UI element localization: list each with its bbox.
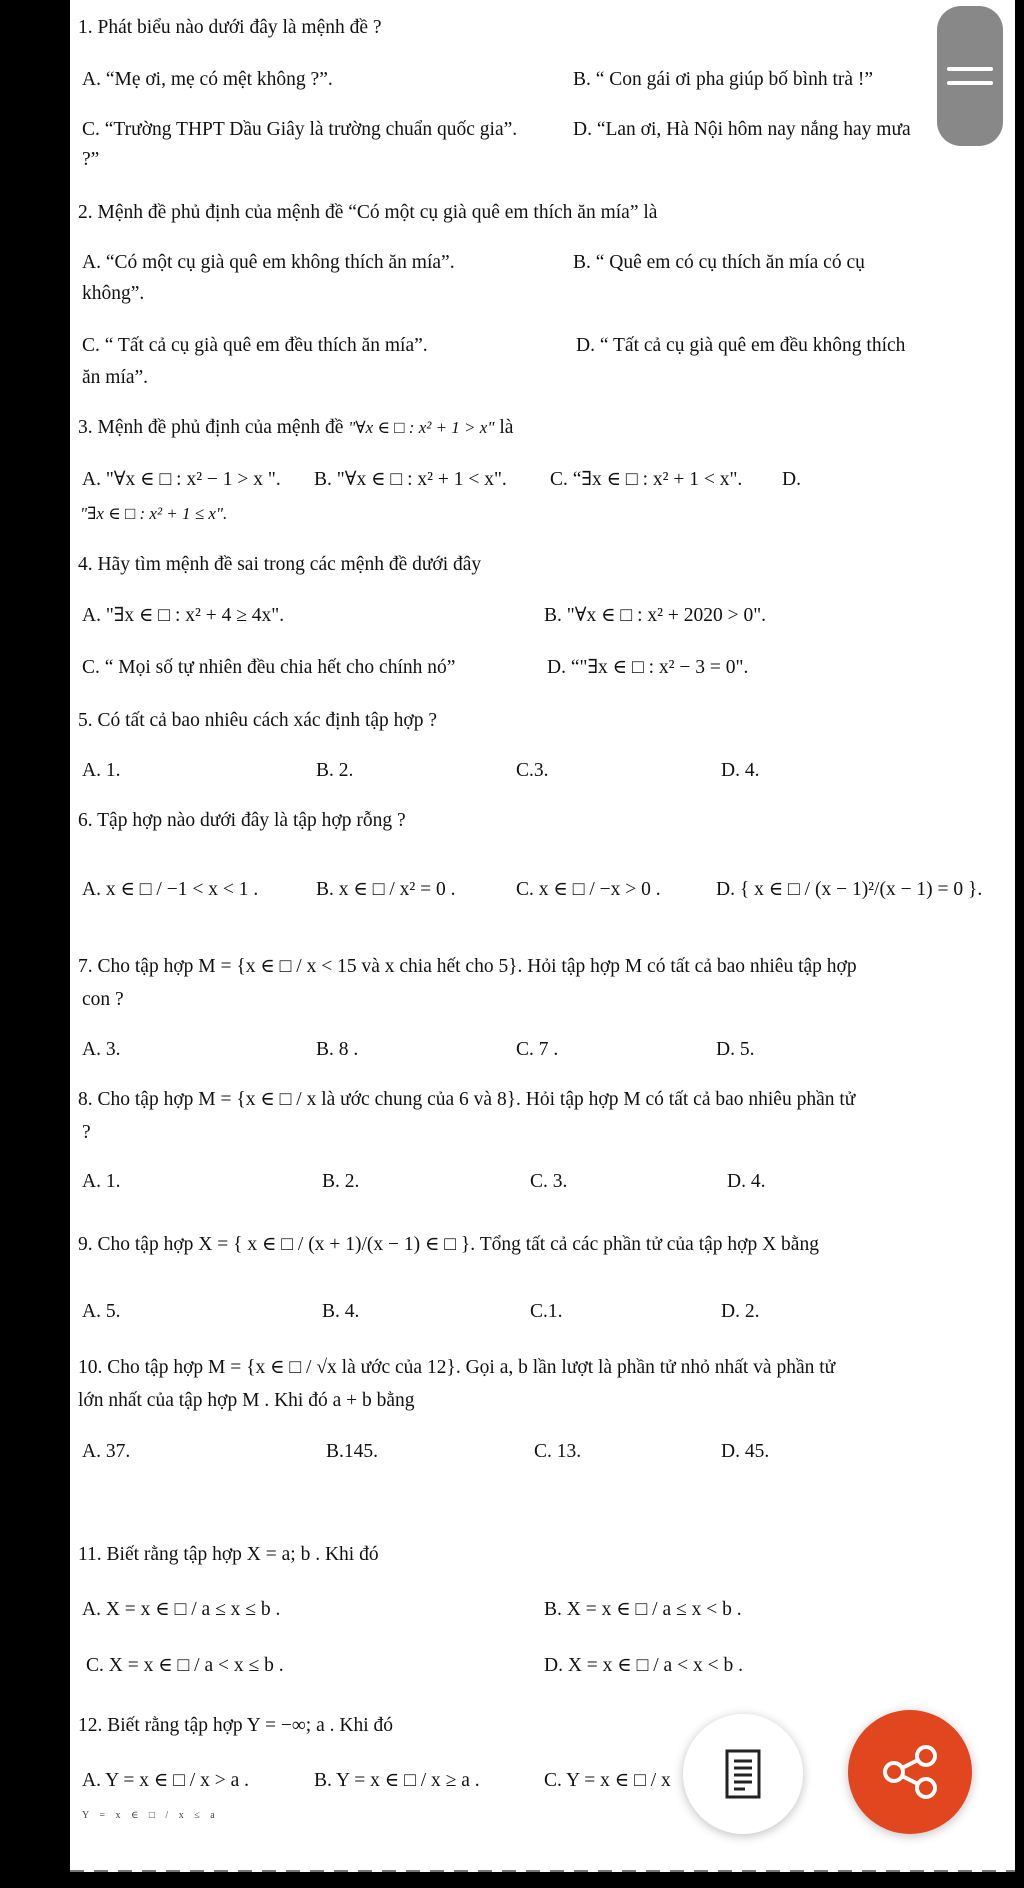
q7-stem-cont: con ? xyxy=(82,989,124,1010)
q9-option-b: B. 4. xyxy=(322,1301,360,1322)
q11-stem: 11. Biết rằng tập hợp X = a; b . Khi đó xyxy=(78,1544,379,1565)
q9-option-d: D. 2. xyxy=(721,1301,760,1322)
q5-option-b: B. 2. xyxy=(316,760,354,781)
q6-option-c: C. x ∈ □ / −x > 0 . xyxy=(516,879,661,900)
q5-option-a: A. 1. xyxy=(82,760,121,781)
q11-option-a: A. X = x ∈ □ / a ≤ x ≤ b . xyxy=(82,1599,281,1620)
q11-option-d: D. X = x ∈ □ / a < x < b . xyxy=(544,1655,743,1676)
q10-stem: 10. Cho tập hợp M = {x ∈ □ / √x là ước của 12}. Gọi a, b lần lượt là phần tử nhỏ nhất và phần tử xyxy=(78,1357,836,1378)
q2-option-d: D. “ Tất cả cụ già quê em đều không thích xyxy=(576,335,906,356)
q3-stem xyxy=(78,416,513,440)
q7-option-b: B. 8 . xyxy=(316,1039,359,1060)
q3-option-d-cont: "∃x ∈ □ : x² + 1 ≤ x". xyxy=(80,504,228,523)
q12-stem: 12. Biết rằng tập hợp Y = −∞; a . Khi đó xyxy=(78,1715,394,1736)
q12-option-d: Y = x ∈ □ / x ≤ a xyxy=(82,1810,219,1821)
q12-option-c: C. Y = x ∈ □ / x xyxy=(544,1770,671,1791)
q3-option-b: B. "∀x ∈ □ : x² + 1 < x". xyxy=(314,469,507,490)
q2-option-a: A. “Có một cụ già quê em không thích ăn mía”. xyxy=(82,252,455,273)
q4-option-c: C. “ Mọi số tự nhiên đều chia hết cho chính nó” xyxy=(82,657,456,678)
q3-option-d: D. xyxy=(782,469,801,490)
q2-option-b: B. “ Quê em có cụ thích ăn mía có cụ xyxy=(573,252,865,273)
scroll-handle-icon[interactable] xyxy=(937,6,1003,146)
q10-option-a: A. 37. xyxy=(82,1441,131,1462)
document-list-icon xyxy=(725,1749,761,1799)
q10-option-d: D. 45. xyxy=(721,1441,770,1462)
share-button[interactable] xyxy=(848,1710,972,1834)
q4-option-a: A. "∃x ∈ □ : x² + 4 ≥ 4x". xyxy=(82,605,285,626)
q9-option-a: A. 5. xyxy=(82,1301,121,1322)
q8-stem-cont: ? xyxy=(82,1122,91,1143)
q8-option-d: D. 4. xyxy=(727,1171,766,1192)
q5-option-d: D. 4. xyxy=(721,760,760,781)
q3-stem-text: 3. Mệnh đề phủ định của mệnh đề xyxy=(78,417,344,438)
q4-option-d: D. “"∃x ∈ □ : x² − 3 = 0". xyxy=(547,657,749,678)
q1-option-a: A. “Mẹ ơi, mẹ có mệt không ?”. xyxy=(82,69,333,90)
q8-option-a: A. 1. xyxy=(82,1171,121,1192)
next-line-cutoff xyxy=(70,1868,1015,1872)
q5-stem: 5. Có tất cả bao nhiêu cách xác định tập hợp ? xyxy=(78,710,438,731)
q10-option-c: C. 13. xyxy=(534,1441,582,1462)
q8-option-b: B. 2. xyxy=(322,1171,360,1192)
q9-option-c: C.1. xyxy=(530,1301,563,1322)
q10-stem-cont: lớn nhất của tập hợp M . Khi đó a + b bằng xyxy=(78,1390,415,1411)
q3-option-c: C. “∃x ∈ □ : x² + 1 < x". xyxy=(550,469,743,490)
q2-option-c: C. “ Tất cả cụ già quê em đều thích ăn mía”. xyxy=(82,335,428,356)
q11-option-c: C. X = x ∈ □ / a < x ≤ b . xyxy=(86,1655,284,1676)
document-page[interactable] xyxy=(70,0,1015,1872)
q1-option-b: B. “ Con gái ơi pha giúp bố bình trà !” xyxy=(573,69,874,90)
q7-option-d: D. 5. xyxy=(716,1039,755,1060)
q6-option-a: A. x ∈ □ / −1 < x < 1 . xyxy=(82,879,259,900)
q12-option-a: A. Y = x ∈ □ / x > a . xyxy=(82,1770,249,1791)
q7-option-c: C. 7 . xyxy=(516,1039,559,1060)
q7-stem: 7. Cho tập hợp M = {x ∈ □ / x < 15 và x chia hết cho 5}. Hỏi tập hợp M có tất cả bao nhiêu tập hợp xyxy=(78,956,857,977)
q9-stem: 9. Cho tập hợp X = { x ∈ □ / (x + 1)/(x − 1) ∈ □ }. Tổng tất cả các phần tử của tập hợp X bằng xyxy=(78,1234,819,1255)
share-icon xyxy=(880,1744,940,1800)
q8-option-c: C. 3. xyxy=(530,1171,568,1192)
document-button[interactable] xyxy=(683,1714,803,1834)
q1-option-c: C. “Trường THPT Dầu Giây là trường chuẩn quốc gia”. xyxy=(82,119,518,140)
q1-stem: 1. Phát biểu nào dưới đây là mệnh đề ? xyxy=(78,17,382,38)
q12-option-b: B. Y = x ∈ □ / x ≥ a . xyxy=(314,1770,480,1791)
q6-option-b: B. x ∈ □ / x² = 0 . xyxy=(316,879,456,900)
q2-option-d-cont: ăn mía”. xyxy=(82,367,149,388)
q10-option-b: B.145. xyxy=(326,1441,379,1462)
q4-stem: 4. Hãy tìm mệnh đề sai trong các mệnh đề dưới đây xyxy=(78,554,482,575)
q1-option-d-cont: ?” xyxy=(82,149,100,170)
q3-stem-math: "∀x ∈ □ : x² + 1 > x" xyxy=(348,418,495,437)
q3-stem-end: là xyxy=(499,417,514,438)
q1-option-d: D. “Lan ơi, Hà Nội hôm nay nắng hay mưa xyxy=(573,119,911,140)
q3-option-a: A. "∀x ∈ □ : x² − 1 > x ". xyxy=(82,469,281,490)
q6-option-d: D. { x ∈ □ / (x − 1)²/(x − 1) = 0 }. xyxy=(716,879,983,900)
q11-option-b: B. X = x ∈ □ / a ≤ x < b . xyxy=(544,1599,742,1620)
q2-option-b-cont: không”. xyxy=(82,283,145,304)
q2-stem: 2. Mệnh đề phủ định của mệnh đề “Có một cụ già quê em thích ăn mía” là xyxy=(78,202,658,223)
q5-option-c: C.3. xyxy=(516,760,549,781)
q6-stem: 6. Tập hợp nào dưới đây là tập hợp rỗng ? xyxy=(78,810,406,831)
q8-stem: 8. Cho tập hợp M = {x ∈ □ / x là ước chung của 6 và 8}. Hỏi tập hợp M có tất cả bao nhiêu phần tử xyxy=(78,1089,856,1110)
q4-option-b: B. "∀x ∈ □ : x² + 2020 > 0". xyxy=(544,605,767,626)
q7-option-a: A. 3. xyxy=(82,1039,121,1060)
